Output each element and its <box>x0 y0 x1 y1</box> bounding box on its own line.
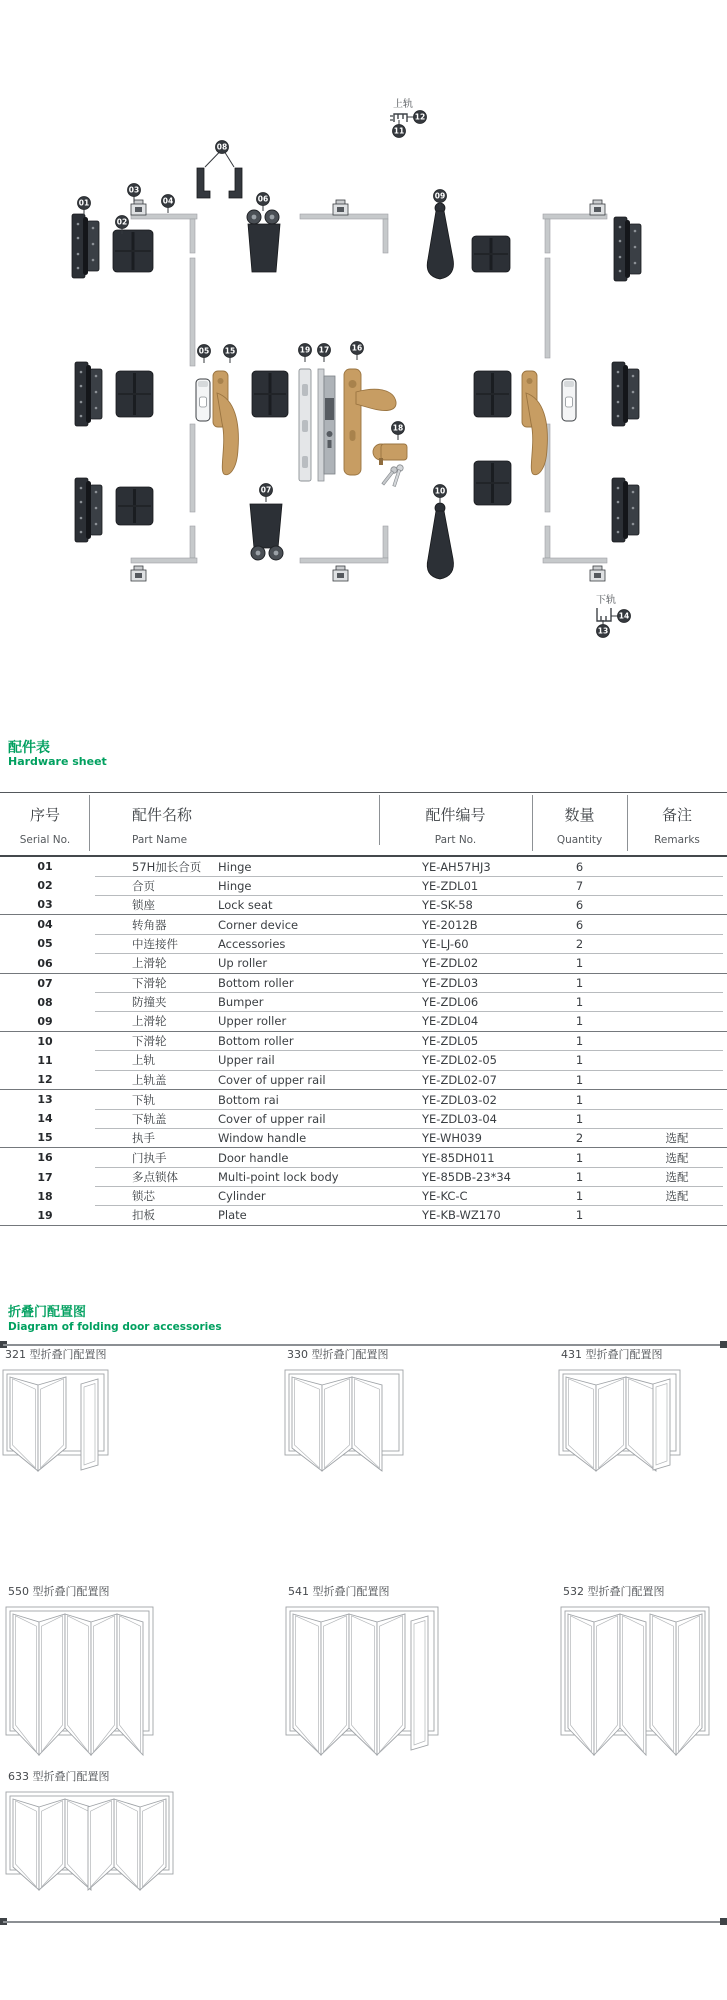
svg-text:17: 17 <box>318 345 330 355</box>
block-hinge-part <box>116 371 153 417</box>
cell-part-no: YE-ZDL02-07 <box>422 1072 497 1087</box>
block-hinge-part <box>113 230 153 272</box>
callout-18 <box>392 422 405 441</box>
divider-endcap <box>720 1918 727 1925</box>
hardware-table-body <box>0 857 727 1226</box>
callout-16 <box>351 342 364 361</box>
table-row <box>0 895 727 915</box>
door-diagram-label: 541 型折叠门配置图 <box>288 1585 390 1598</box>
header-qty-en: Quantity <box>556 834 603 846</box>
cell-qty: 6 <box>575 859 584 874</box>
table-row <box>0 1168 727 1187</box>
strike-plate-part <box>299 369 311 481</box>
callout-13 <box>597 620 610 638</box>
cell-qty: 1 <box>575 1092 584 1107</box>
cell-qty: 1 <box>575 995 584 1010</box>
cell-name-cn: 下轨 <box>132 1092 155 1107</box>
callout-08 <box>205 141 234 168</box>
cell-name-cn: 下滑轮 <box>132 1034 167 1049</box>
door-diagram <box>0 1360 132 1493</box>
connector-part <box>562 379 576 421</box>
cell-name-en: Hinge <box>218 878 252 893</box>
cell-qty: 1 <box>575 1189 584 1204</box>
door-diagram <box>275 1360 427 1493</box>
rail-segment <box>190 424 195 512</box>
table-row <box>0 1206 727 1226</box>
cell-part-no: YE-WH039 <box>422 1130 482 1145</box>
cell-serial: 13 <box>37 1093 53 1107</box>
cell-part-no: YE-AH57HJ3 <box>422 859 491 874</box>
cell-qty: 1 <box>575 1053 584 1068</box>
cell-name-en: Window handle <box>218 1130 307 1145</box>
rail-segment <box>545 219 550 253</box>
cell-part-no: YE-ZDL03 <box>422 976 479 991</box>
header-name-en: Part Name <box>132 834 188 846</box>
table-row <box>0 993 727 1012</box>
table-row <box>0 1070 727 1090</box>
callout-12 <box>407 111 427 124</box>
cell-serial: 05 <box>37 937 53 951</box>
callout-07 <box>260 484 273 503</box>
rail-segment <box>543 558 607 563</box>
cell-name-cn: 锁芯 <box>132 1189 155 1204</box>
lock-seat-icon <box>333 566 348 581</box>
cell-part-no: YE-ZDL02-05 <box>422 1053 497 1068</box>
hinge-part <box>614 217 641 281</box>
lower-rail-callout-group <box>596 593 616 621</box>
svg-text:11: 11 <box>393 126 405 136</box>
upper-roller-part <box>247 210 280 272</box>
cell-serial: 15 <box>37 1131 53 1145</box>
table-row <box>0 1148 727 1167</box>
cell-serial: 09 <box>37 1014 53 1028</box>
cell-serial: 10 <box>37 1034 53 1048</box>
rail-segment <box>383 526 388 558</box>
header-qty-cn: 数量 <box>564 806 595 824</box>
cell-part-no: YE-KB-WZ170 <box>422 1208 501 1223</box>
door-diagram <box>0 1782 197 1912</box>
cell-part-no: YE-ZDL06 <box>422 995 479 1010</box>
cell-part-no: YE-ZDL05 <box>422 1034 479 1049</box>
cell-serial: 19 <box>37 1208 53 1222</box>
folding-title-en: Diagram of folding door accessories <box>8 1320 222 1333</box>
cell-serial: 01 <box>37 860 53 874</box>
rail-segment <box>190 526 195 558</box>
cell-name-cn: 上轨 <box>132 1053 155 1068</box>
cell-name-en: Bottom roller <box>218 1034 294 1049</box>
cell-name-en: Accessories <box>218 936 286 951</box>
header-divider <box>379 795 380 845</box>
cell-name-en: Up roller <box>218 956 268 971</box>
rail-segment <box>545 526 550 558</box>
cell-part-no: YE-ZDL03-04 <box>422 1111 497 1126</box>
cell-part-no: YE-85DH011 <box>422 1150 495 1165</box>
cell-qty: 6 <box>575 897 584 912</box>
cell-qty: 1 <box>575 1072 584 1087</box>
cell-serial: 17 <box>37 1170 53 1184</box>
callout-11 <box>393 120 406 138</box>
cell-name-cn: 上滑轮 <box>132 1014 167 1029</box>
header-serial-en: Serial No. <box>19 834 71 846</box>
cell-name-cn: 执手 <box>132 1130 155 1145</box>
table-row <box>0 1128 727 1148</box>
svg-text:07: 07 <box>260 485 272 495</box>
block-hinge-part <box>474 371 511 417</box>
cell-part-no: YE-2012B <box>422 917 478 932</box>
hardware-table-header <box>0 793 727 857</box>
cell-name-en: Cover of upper rail <box>218 1072 326 1087</box>
hinge-part <box>75 362 102 426</box>
rail-segment <box>545 258 550 358</box>
table-row <box>0 1109 727 1128</box>
cell-name-cn: 防撞夹 <box>132 995 167 1010</box>
callout-06 <box>257 193 270 212</box>
table-row <box>0 1032 727 1051</box>
svg-text:01: 01 <box>78 198 90 208</box>
cell-name-cn: 多点锁体 <box>132 1170 178 1185</box>
cell-part-no: YE-ZDL02 <box>422 956 479 971</box>
svg-text:16: 16 <box>351 343 363 353</box>
rail-segment <box>190 258 195 366</box>
cell-name-cn: 中连接件 <box>132 936 178 951</box>
cell-part-no: YE-LJ-60 <box>422 936 469 951</box>
cell-qty: 2 <box>575 936 584 951</box>
cell-serial: 11 <box>37 1053 53 1067</box>
cell-part-no: YE-ZDL03-02 <box>422 1092 497 1107</box>
cell-serial: 14 <box>37 1112 53 1126</box>
cell-serial: 08 <box>37 995 53 1009</box>
hinge-part <box>75 478 102 542</box>
lock-seat-icon <box>590 200 605 215</box>
table-row <box>0 876 727 895</box>
hinge-part <box>72 214 99 278</box>
cell-qty: 7 <box>575 878 584 893</box>
cell-serial: 07 <box>37 976 53 990</box>
connector-part <box>196 379 210 421</box>
upper-rail-label: 上轨 <box>393 99 413 110</box>
block-hinge-part <box>474 461 511 505</box>
roller-post-part <box>427 503 453 579</box>
door-diagram <box>0 1597 177 1773</box>
header-serial <box>0 793 90 855</box>
cell-qty: 1 <box>575 1014 584 1029</box>
svg-text:13: 13 <box>597 626 609 636</box>
cell-name-en: Hinge <box>218 859 252 874</box>
table-row <box>0 857 727 876</box>
lower-rail-label: 下轨 <box>596 595 616 606</box>
table-row <box>0 1187 727 1206</box>
header-divider <box>627 795 628 851</box>
cell-name-cn: 57H加长合页 <box>132 859 202 874</box>
upper-rail-callout-group <box>390 97 413 122</box>
door-diagram <box>551 1597 727 1773</box>
cell-name-en: Upper roller <box>218 1014 287 1029</box>
callout-01 <box>78 197 91 216</box>
callout-03 <box>128 184 141 203</box>
table-row <box>0 1090 727 1109</box>
cell-qty: 6 <box>575 917 584 932</box>
cell-part-no: YE-ZDL04 <box>422 1014 479 1029</box>
cell-name-en: Plate <box>218 1208 247 1223</box>
cell-name-en: Door handle <box>218 1150 289 1165</box>
rail-segment <box>131 558 197 563</box>
hardware-sheet-title-cn: 配件表 <box>8 740 50 756</box>
svg-text:03: 03 <box>128 185 140 195</box>
cell-serial: 12 <box>37 1073 53 1087</box>
roller-post-part <box>427 203 453 279</box>
cell-name-cn: 合页 <box>132 878 155 893</box>
cell-serial: 16 <box>37 1151 53 1165</box>
cell-qty: 1 <box>575 1208 584 1223</box>
rail-segment <box>190 219 195 253</box>
rail-segment <box>383 219 388 253</box>
cell-name-cn: 下滑轮 <box>132 976 167 991</box>
door-diagram-label: 330 型折叠门配置图 <box>287 1348 389 1361</box>
cell-qty: 1 <box>575 1150 584 1165</box>
door-diagram <box>549 1360 704 1493</box>
table-row <box>0 934 727 953</box>
hardware-table <box>0 792 727 1226</box>
svg-text:14: 14 <box>618 611 630 621</box>
exploded-hardware-diagram <box>0 0 727 660</box>
divider-line <box>3 1921 724 1923</box>
svg-text:19: 19 <box>299 345 311 355</box>
svg-text:15: 15 <box>224 346 236 356</box>
callout-04 <box>162 195 175 214</box>
header-divider <box>532 795 533 851</box>
svg-text:04: 04 <box>162 196 174 206</box>
cell-qty: 1 <box>575 1111 584 1126</box>
cell-name-en: Bottom rai <box>218 1092 279 1107</box>
callout-10 <box>434 485 447 504</box>
hardware-sheet-title-en: Hardware sheet <box>8 755 107 769</box>
hinge-part <box>612 478 639 542</box>
cell-part-no: YE-85DB-23*34 <box>422 1170 511 1185</box>
svg-text:10: 10 <box>434 486 446 496</box>
cell-name-cn: 门执手 <box>132 1150 167 1165</box>
cell-qty: 1 <box>575 1170 584 1185</box>
header-name <box>132 793 192 855</box>
callout-17 <box>318 344 331 363</box>
window-handle-part <box>213 371 238 475</box>
cell-serial: 03 <box>37 898 53 912</box>
svg-text:08: 08 <box>216 142 228 152</box>
callout-15 <box>224 345 237 364</box>
folding-section-heading <box>8 1306 222 1333</box>
cell-serial: 18 <box>37 1189 53 1203</box>
cell-remarks: 选配 <box>665 1170 689 1185</box>
header-divider <box>89 795 90 851</box>
cylinder-part <box>373 444 407 487</box>
folding-title-cn: 折叠门配置图 <box>8 1305 87 1320</box>
door-diagram-label: 532 型折叠门配置图 <box>563 1585 665 1598</box>
bottom-roller-part <box>250 504 283 560</box>
cell-name-en: Cover of upper rail <box>218 1111 326 1126</box>
door-diagram-label: 550 型折叠门配置图 <box>8 1585 110 1598</box>
door-diagram-label: 321 型折叠门配置图 <box>5 1348 107 1361</box>
cell-name-cn: 锁座 <box>132 897 155 912</box>
header-remarks-cn: 备注 <box>661 806 692 824</box>
header-serial-cn: 序号 <box>29 806 60 824</box>
section-divider-bottom <box>0 1918 727 1925</box>
cell-name-cn: 转角器 <box>132 917 167 932</box>
door-diagram-label: 431 型折叠门配置图 <box>561 1348 663 1361</box>
header-name-cn: 配件名称 <box>132 806 193 824</box>
lock-seat-icon <box>590 566 605 581</box>
door-diagram-label: 633 型折叠门配置图 <box>8 1770 110 1783</box>
door-diagram <box>276 1597 462 1773</box>
cell-part-no: YE-KC-C <box>422 1189 468 1204</box>
svg-text:06: 06 <box>257 194 269 204</box>
header-part-no-cn: 配件编号 <box>425 806 486 824</box>
cell-name-cn: 下轨盖 <box>132 1111 167 1126</box>
callout-05 <box>198 345 211 364</box>
cell-serial: 02 <box>37 879 53 893</box>
lock-seat-icon <box>131 200 146 215</box>
block-hinge-part <box>472 236 510 272</box>
header-remarks <box>627 793 727 855</box>
cell-name-en: Upper rail <box>218 1053 275 1068</box>
cell-name-en: Bottom roller <box>218 976 294 991</box>
svg-text:05: 05 <box>198 346 210 356</box>
header-qty <box>532 793 627 855</box>
header-part-no-en: Part No. <box>434 834 477 846</box>
svg-text:02: 02 <box>116 217 128 227</box>
cell-name-en: Bumper <box>218 995 264 1010</box>
hardware-sheet-heading <box>8 740 107 769</box>
header-remarks-en: Remarks <box>654 834 700 846</box>
table-row <box>0 915 727 934</box>
callout-19 <box>299 344 312 363</box>
cell-qty: 1 <box>575 1034 584 1049</box>
cell-remarks: 选配 <box>665 1130 689 1145</box>
header-part-no <box>379 793 532 855</box>
cell-part-no: YE-SK-58 <box>422 897 473 912</box>
hinge-part <box>612 362 639 426</box>
cell-remarks: 选配 <box>665 1150 689 1165</box>
lock-seat-icon <box>131 566 146 581</box>
svg-text:09: 09 <box>434 191 446 201</box>
cell-part-no: YE-ZDL01 <box>422 878 479 893</box>
callout-14 <box>611 610 631 623</box>
cell-name-cn: 上轨盖 <box>132 1072 167 1087</box>
divider-endcap <box>720 1341 727 1348</box>
cell-serial: 04 <box>37 918 53 932</box>
window-handle-part <box>522 371 547 475</box>
block-hinge-part <box>116 487 153 525</box>
cell-name-en: Lock seat <box>218 897 273 912</box>
cell-name-en: Corner device <box>218 917 299 932</box>
svg-text:18: 18 <box>392 423 404 433</box>
lock-seat-icon <box>333 200 348 215</box>
bumper-part <box>197 168 242 198</box>
table-row <box>0 974 727 993</box>
cell-serial: 06 <box>37 956 53 970</box>
cell-name-en: Cylinder <box>218 1189 266 1204</box>
table-row <box>0 1051 727 1070</box>
cell-name-cn: 上滑轮 <box>132 956 167 971</box>
cell-remarks: 选配 <box>665 1189 689 1204</box>
table-row <box>0 1012 727 1032</box>
cell-qty: 1 <box>575 956 584 971</box>
rail-segment <box>300 558 388 563</box>
lock-body-part <box>318 369 335 481</box>
svg-text:12: 12 <box>414 112 426 122</box>
cell-qty: 2 <box>575 1130 584 1145</box>
cell-name-cn: 扣板 <box>132 1208 155 1223</box>
cell-name-en: Multi-point lock body <box>218 1170 339 1185</box>
cell-qty: 1 <box>575 976 584 991</box>
block-hinge-part <box>252 371 288 417</box>
table-row <box>0 953 727 973</box>
